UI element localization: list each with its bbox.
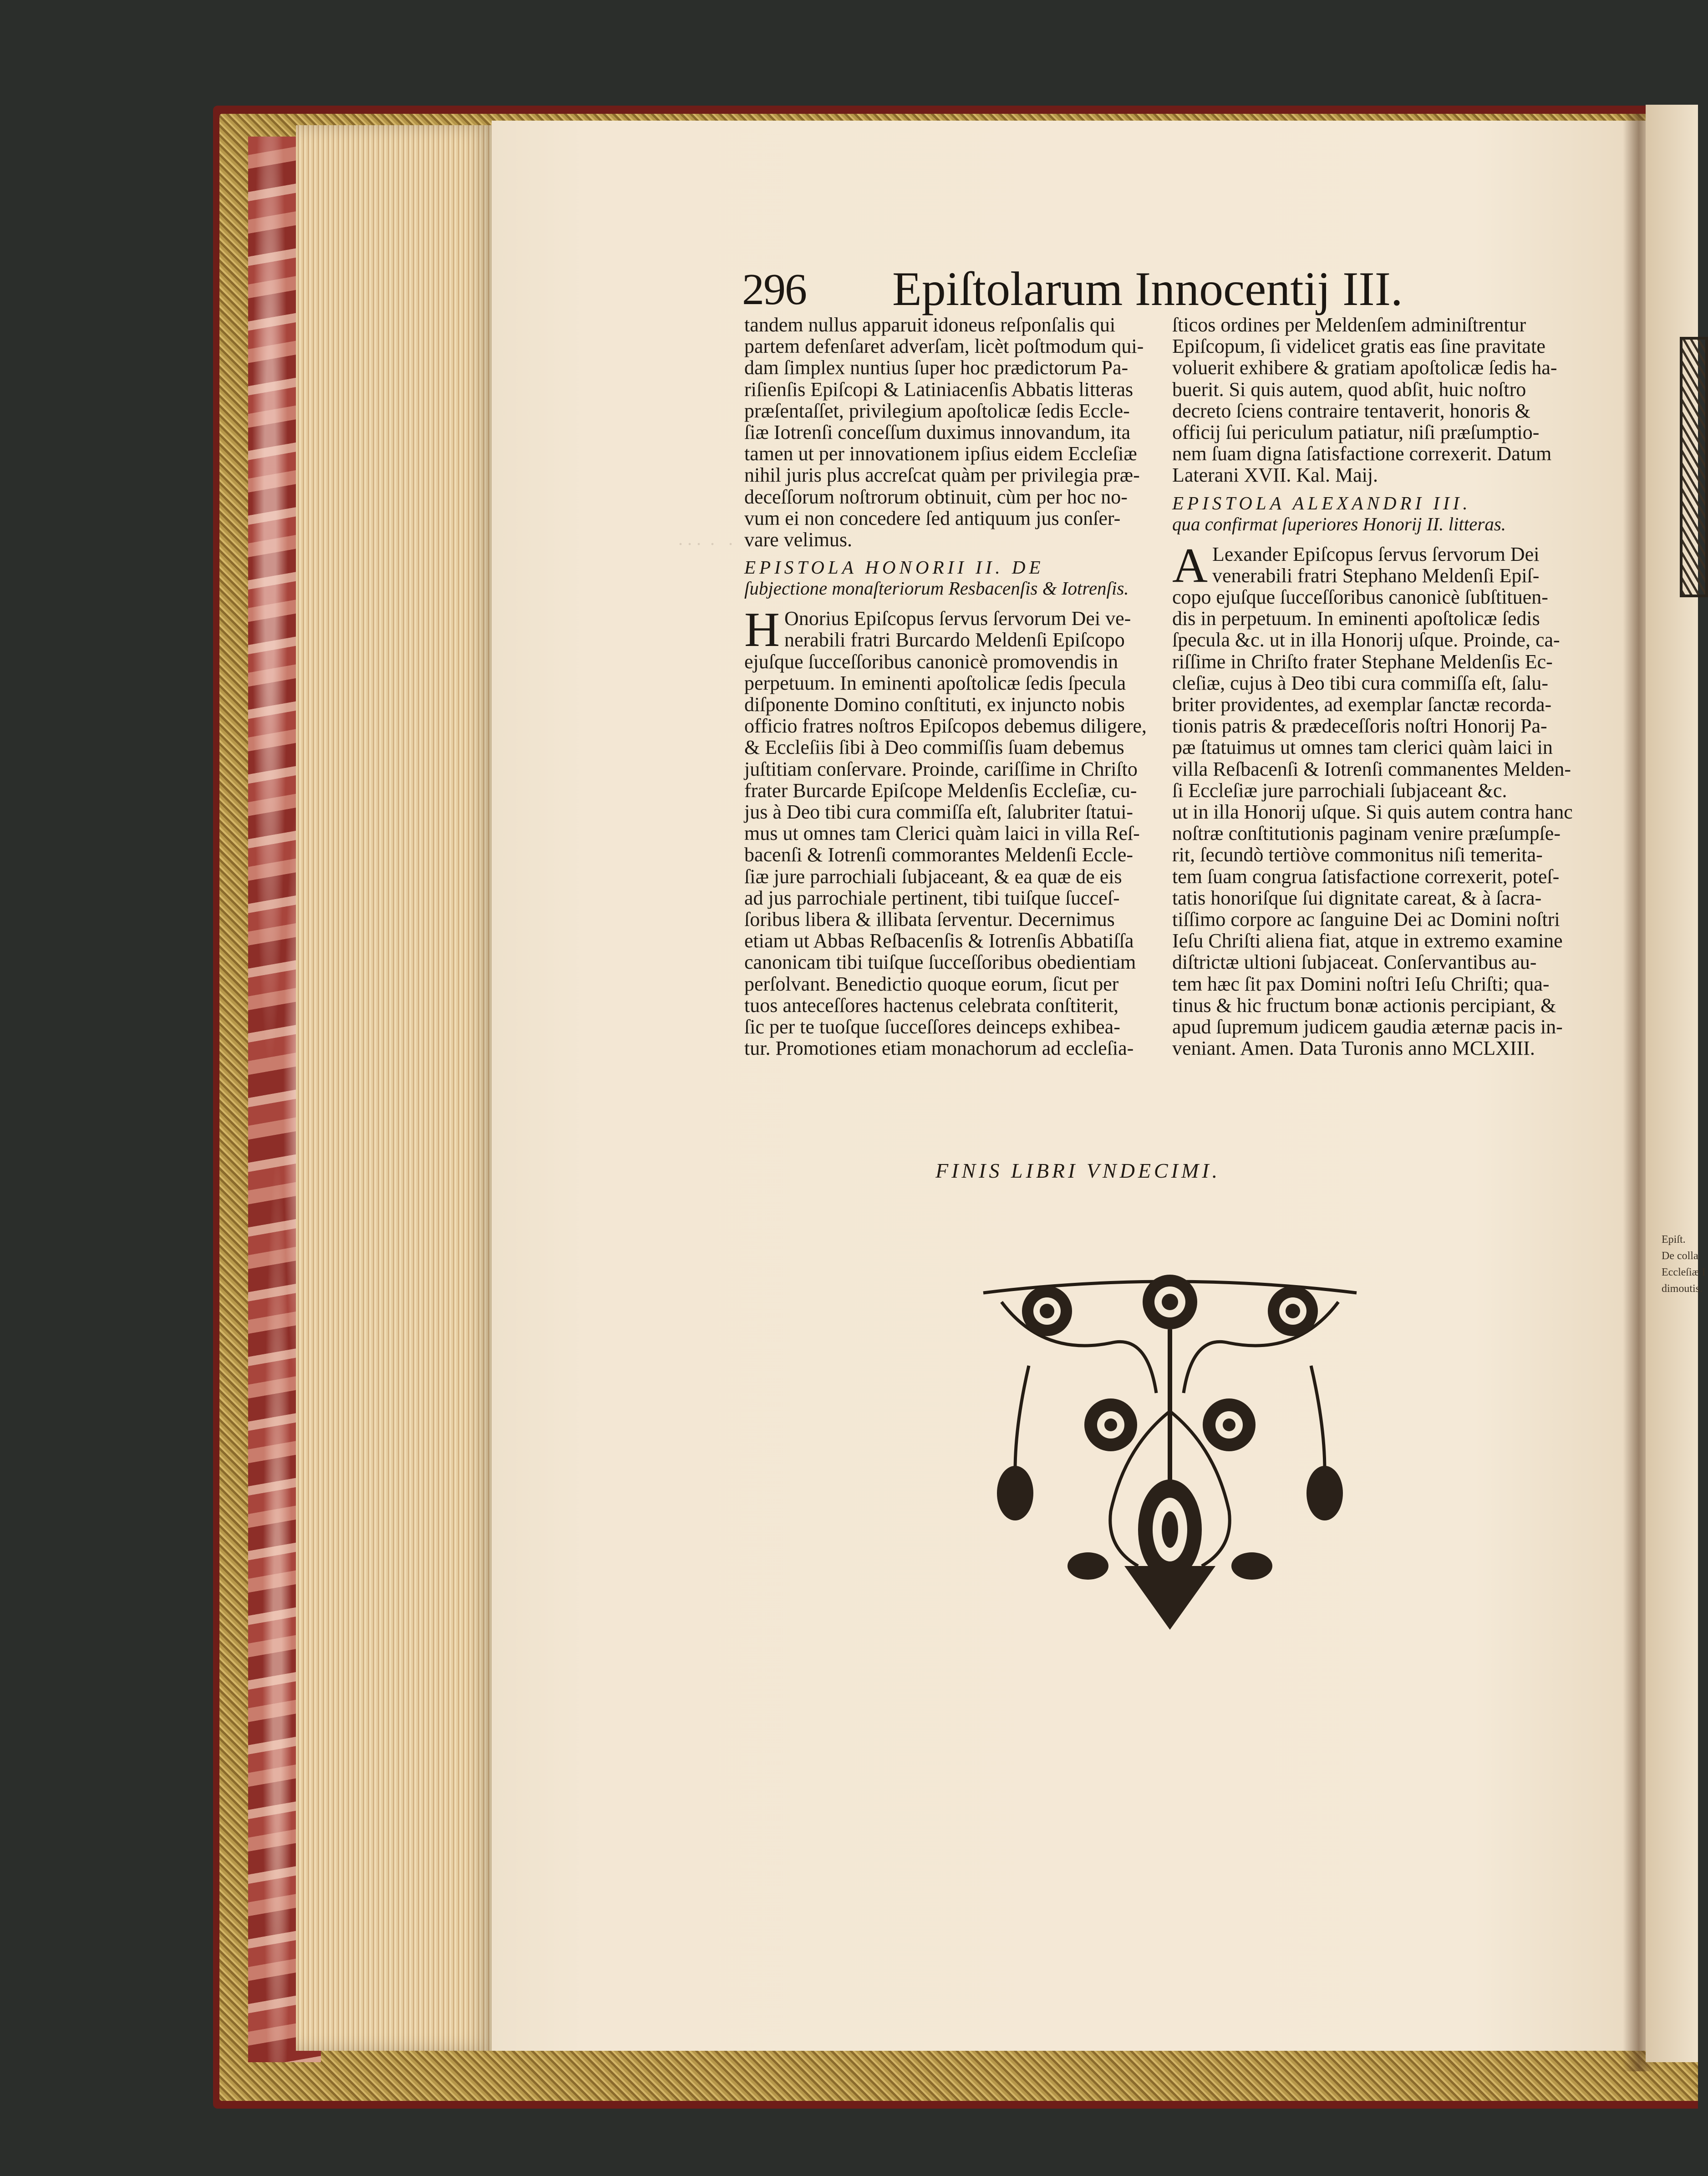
left-letter-line: bacenſi & Iotrenſi commorantes Meldenſi Eccle-: [744, 844, 1134, 866]
right-continuation-line: nem ſuam digna ſatisfactione correxerit. Datum: [1172, 442, 1552, 465]
right-letter-line: copo ejuſque ſucceſſoribus canonicè ſubſtituen-: [1172, 586, 1548, 609]
right-letter-line: villa Reſbacenſi & Iotrenſi commanentes Melden-: [1172, 758, 1571, 780]
right-letter-line: apud ſupremum judicem gaudia æternæ pacis in-: [1172, 1016, 1563, 1038]
page-number: 296: [742, 265, 806, 314]
right-continuation-line: officij ſui periculum patiatur, niſi præſumptio-: [1172, 421, 1540, 444]
right-heading-line1: EPISTOLA ALEXANDRI III.: [1172, 492, 1471, 513]
left-letter-line: perpetuum. In eminenti apoſtolicæ ſedis ſpecula: [744, 671, 1126, 694]
left-letter-line: jus à Deo tibi cura commiſſa eſt, ſalubriter ſtatui-: [744, 801, 1134, 824]
left-continuation-line: tamen ut per innovationem ipſius eidem Eccleſiæ: [744, 442, 1137, 465]
right-letter-line: tem ſuam congrua ſatisfactione correxerit, poteſ-: [1172, 865, 1560, 888]
left-letter-line: perſolvant. Benedictio quoque eorum, ſicut per: [744, 972, 1119, 995]
left-letter-line: nerabili fratri Burcardo Meldenſi Epiſcopo: [784, 629, 1125, 651]
left-letter-line: officio fratres noſtros Epiſcopos debemus diligere,: [744, 715, 1147, 737]
facing-page-ornament: [1680, 337, 1708, 597]
right-letter-line: ut in illa Honorij uſque. Si quis autem contra hanc: [1172, 801, 1573, 824]
left-letter-line: & Eccleſiis ſibi à Deo commiſſis ſuam debemus: [744, 736, 1124, 759]
right-letter-line: riſſime in Chriſto frater Stephane Meldenſis Ec-: [1172, 650, 1553, 673]
right-letter-line: veniant. Amen. Data Turonis anno MCLXIII.: [1172, 1037, 1535, 1060]
right-letter-line: diſtrictæ ultioni ſubjaceat. Conſervantibus au-: [1172, 951, 1537, 974]
left-dropcap: H: [744, 603, 780, 657]
left-letter-line: ad jus parrochiale pertinent, tibi tuiſque ſucceſ-: [744, 886, 1120, 909]
right-letter-body: [1172, 538, 1573, 1060]
right-letter-line: ſpecula &c. ut in illa Honorij uſque. Proinde, ca-: [1172, 629, 1560, 651]
right-letter-line: tinus & hic fructum bonæ actionis percipiant, &: [1172, 994, 1556, 1017]
left-letter-text: [744, 603, 1152, 1060]
left-letter-line: canonicam tibi tuiſque ſucceſſoribus obedientiam: [744, 951, 1136, 974]
right-letter-text: [1172, 538, 1573, 1060]
right-letter-line: tem hæc ſit pax Domini noſtri Ieſu Chriſti; qua-: [1172, 972, 1550, 995]
right-dropcap: A: [1172, 538, 1208, 593]
right-letter-line: cleſiæ, cujus à Deo tibi cura commiſſa eſt, ſalu-: [1172, 671, 1548, 694]
right-continuation-line: voluerit exhibere & gratiam apoſtolicæ ſedis ha-: [1172, 356, 1557, 379]
left-letter-body: [744, 603, 1152, 1060]
right-letter-line: briter providentes, ad exemplar ſanctæ recorda-: [1172, 693, 1552, 716]
left-letter-heading: [744, 557, 1152, 599]
left-letter-line: ſiæ jure parrochiali ſubjaceant, & ea quæ de eis: [744, 865, 1122, 888]
left-letter-line: juſtitiam conſervare. Proinde, cariſſime in Chriſto: [744, 758, 1138, 780]
right-continuation-line: Laterani XVII. Kal. Maij.: [1172, 464, 1378, 487]
right-letter-line: pæ ſtatuimus ut omnes tam clerici quàm laici in: [1172, 736, 1553, 759]
right-letter-line: Lexander Epiſcopus ſervus ſervorum Dei: [1212, 543, 1540, 565]
left-letter-line: Onorius Epiſcopus ſervus ſervorum Dei ve-: [784, 607, 1131, 630]
left-continuation-line: vum ei non concedere ſed antiquum jus conſer-: [744, 507, 1121, 529]
left-heading-line2: ſubjectione monaſteriorum Resbacenſis & Iotrenſis.: [744, 578, 1129, 599]
show-through: . . . . .: [592, 529, 733, 549]
left-continuation-text: [744, 314, 1152, 550]
left-continuation-line: dam ſimplex nuntius ſuper hoc prædictorum Pa-: [744, 356, 1128, 379]
left-letter-line: diſponente Domino conſtituti, ex injuncto nobis: [744, 693, 1125, 716]
running-title: Epiſtolarum Innocentij III.: [892, 262, 1403, 315]
right-letter-line: Ieſu Chriſti aliena fiat, atque in extremo examine: [1172, 930, 1563, 952]
right-continuation-line: Epiſcopum, ſi videlicet gratis eas ſine pravitate: [1172, 335, 1545, 358]
right-letter-line: tatis honoriſque ſui dignitate careat, & à ſacra-: [1172, 886, 1542, 909]
left-continuation-line: deceſſorum noſtrorum obtinuit, cùm per hoc no-: [744, 485, 1128, 508]
right-letter-line: noſtræ conſtitutionis paginam venire præſumpſe-: [1172, 822, 1561, 845]
left-letter-line: ejuſque ſucceſſoribus canonicè promovendis in: [744, 650, 1118, 673]
left-letter-line: frater Burcarde Epiſcope Meldenſis Eccleſiæ, cu-: [744, 779, 1137, 802]
right-letter-line: venerabili fratri Stephano Meldenſi Epiſ-: [1212, 564, 1540, 587]
left-heading-line1: EPISTOLA HONORII II. DE: [744, 557, 1044, 578]
left-continuation-line: ſiæ Iotrenſi conceſſum duximus innovandum, ita: [744, 421, 1131, 444]
right-heading-line2: qua confirmat ſuperiores Honorij II. litteras.: [1172, 513, 1506, 534]
right-letter-line: ſi Eccleſiæ jure parrochiali ſubjaceant &c.: [1172, 779, 1507, 802]
left-continuation-line: tandem nullus apparuit idoneus reſponſalis qui: [744, 314, 1116, 336]
left-letter-line: mus ut omnes tam Clerici quàm laici in villa Reſ-: [744, 822, 1140, 845]
left-letter-line: etiam ut Abbas Reſbacenſis & Iotrenſis Abbatiſſa: [744, 930, 1134, 952]
right-letter-line: tiſſimo corpore ac ſanguine Dei ac Domini noſtri: [1172, 908, 1560, 931]
left-letter-line: ſoribus libera & illibata ſerventur. Decernimus: [744, 908, 1115, 931]
right-continuation-line: ſticos ordines per Meldenſem adminiſtrentur: [1172, 314, 1526, 336]
right-letter-heading: [1172, 493, 1573, 534]
left-continuation-line: nihil juris plus accreſcat quàm per privilegia præ-: [744, 464, 1140, 487]
left-continuation-line: partem defenſaret adverſam, licèt poſtmodum qui-: [744, 335, 1144, 358]
right-letter-line: rit, ſecundò tertiòve commonitus niſi temerita-: [1172, 844, 1543, 866]
running-head: [742, 264, 1416, 314]
left-continuation-line: riſienſis Epiſcopi & Latiniacenſis Abbatis litteras: [744, 378, 1134, 401]
left-letter-line: tuos anteceſſores hactenus celebrata conſtiterit,: [744, 994, 1119, 1017]
right-continuation-text: [1172, 314, 1573, 486]
left-column: [744, 314, 1152, 1059]
right-letter-line: dis in perpetuum. In eminenti apoſtolicæ ſedis: [1172, 607, 1540, 630]
right-column: [1172, 314, 1573, 1059]
right-continuation-line: buerit. Si quis autem, quod abſit, huic noſtro: [1172, 378, 1526, 401]
right-letter-line: tionis patris & prædeceſſoris noſtri Honorij Pa-: [1172, 715, 1547, 737]
facing-page-margin-note: Epiſt. De colla Eccleſiæ I dimoutis.: [1662, 1234, 1706, 1295]
left-letter-line: tur. Promotiones etiam monachorum ad eccleſia-: [744, 1037, 1134, 1060]
floral-tailpiece-ornament: [974, 1275, 1366, 1639]
fore-edge-pages: [296, 125, 496, 2051]
left-continuation-line: præſentaſſet, privilegium apoſtolicæ ſedis Eccle-: [744, 399, 1130, 422]
left-letter-line: ſic per te tuoſque ſucceſſores deinceps exhibea-: [744, 1016, 1120, 1038]
colophon: FINIS LIBRI VNDECIMI.: [935, 1159, 1221, 1182]
left-continuation-line: vare velimus.: [744, 529, 853, 551]
right-continuation-line: decreto ſciens contraire tentaverit, honoris &: [1172, 399, 1530, 422]
